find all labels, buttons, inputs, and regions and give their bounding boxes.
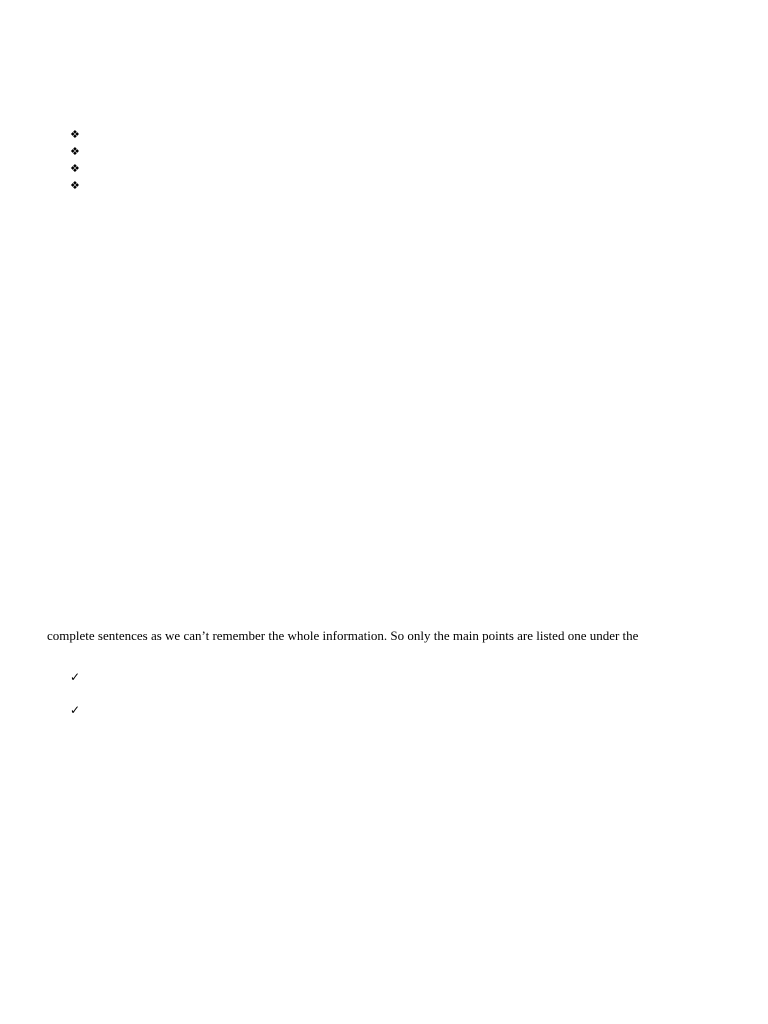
checkmark-bullet-list [70, 668, 84, 734]
diamond-bullet-icon: ❖ [70, 128, 80, 141]
body-paragraph: complete sentences as we can’t remember the whole information. So only the main points are listed one under the [47, 628, 639, 643]
diamond-bullet-icon: ❖ [70, 162, 80, 175]
diamond-bullet-list [70, 125, 84, 193]
checkmark-icon: ✓ [70, 670, 81, 684]
list-item [70, 701, 84, 734]
checkmark-icon: ✓ [70, 703, 81, 717]
list-item [70, 125, 84, 142]
diamond-bullet-icon: ❖ [70, 179, 80, 192]
list-item [70, 142, 84, 159]
list-item [70, 668, 84, 701]
list-item [70, 176, 84, 193]
list-item [70, 159, 84, 176]
diamond-bullet-icon: ❖ [70, 145, 80, 158]
